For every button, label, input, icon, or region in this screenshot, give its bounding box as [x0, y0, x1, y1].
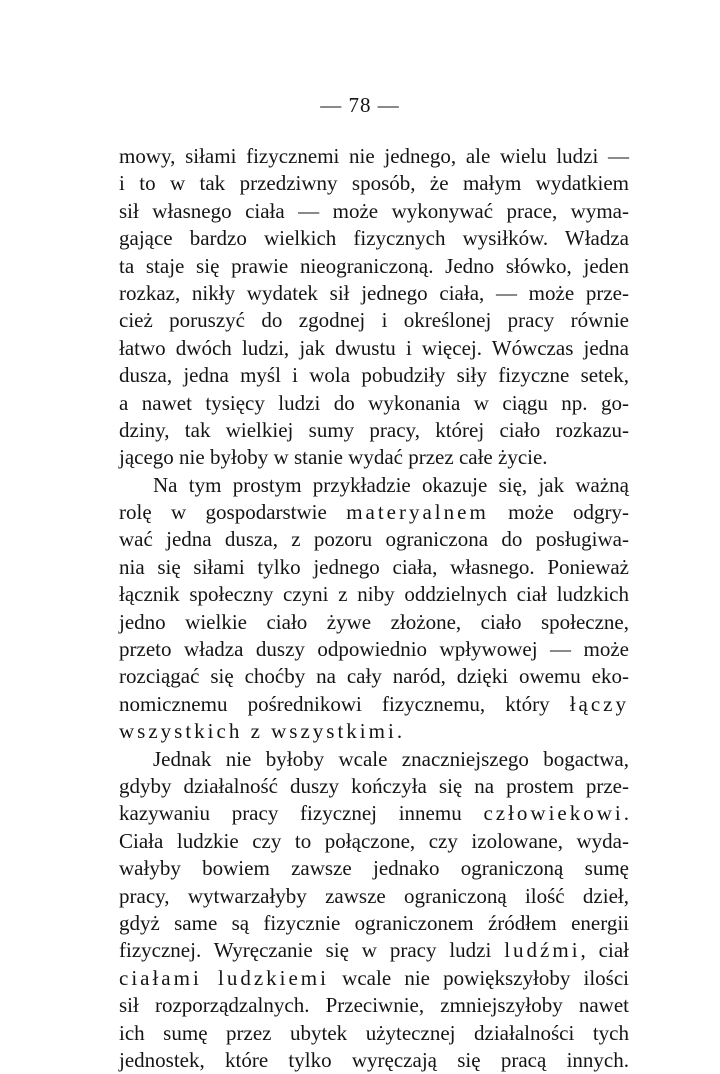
text-line: łącznik społeczny czyni z niby oddzielnych ciał ludzkich — [119, 582, 629, 607]
text-line: gające bardzo wielkich fizycznych wysiłków. Władza — [119, 226, 629, 251]
text-line: ta staje się prawie nieograniczoną. Jedno słówko, jeden — [119, 253, 629, 278]
spaced-emphasis: ciałami ludzkiemi — [119, 965, 329, 990]
text-line: rozciągać się choćby na cały naród, dzięki owemu eko- — [119, 664, 629, 689]
spaced-emphasis: łączy — [569, 691, 629, 716]
text-line: sił własnego ciała — może wykonywać prace, wyma- — [119, 198, 629, 223]
text-line: wałyby bowiem zawsze jednako ograniczoną sumę — [119, 856, 629, 881]
body-text — [119, 143, 629, 1074]
spaced-emphasis: wszystkich z wszystkimi — [119, 719, 397, 744]
text-run: wcale nie powiększyłoby ilości — [328, 965, 630, 990]
spaced-emphasis: człowiekowi — [483, 801, 624, 826]
text-run: rolę w gospodarstwie — [119, 500, 347, 525]
page-number: — 78 — — [320, 93, 400, 117]
text-line — [119, 965, 629, 992]
text-line: dziny, tak wielkiej sumy pracy, której ciało rozkazu- — [119, 417, 629, 442]
text-line: a nawet tysięcy ludzi do wykonania w ciągu np. go- — [119, 390, 629, 415]
text-line: jącego nie byłoby w stanie wydać przez całe życie. — [119, 445, 548, 470]
text-line: Jednak nie byłoby wcale znaczniejszego bogactwa, — [153, 746, 629, 771]
text-line: ich sumę przez ubytek użytecznej działalności tych — [119, 1020, 629, 1045]
text-line: sił rozporządzalnych. Przeciwnie, zmniejszyłoby nawet — [119, 993, 629, 1018]
text-line: gdyż same są fizycznie ograniczonem źródłem energii — [119, 910, 629, 935]
text-run: może odgry- — [488, 500, 629, 525]
text-line — [119, 718, 629, 745]
text-line: i to w tak przedziwny sposób, że małym wydatkiem — [119, 171, 629, 196]
text-line: dusza, jedna myśl i wola pobudziły siły fizyczne setek, — [119, 363, 629, 388]
text-line: jedno wielkie ciało żywe złożone, ciało społeczne, — [119, 609, 629, 634]
text-run: , ciał — [580, 938, 629, 963]
text-run: kazywaniu pracy fizycznej innemu — [119, 801, 484, 826]
text-run: Na tym prostym przykładzie okazuje się, jak ważną — [153, 472, 629, 497]
text-line — [119, 691, 629, 718]
text-run: . — [623, 801, 629, 826]
text-run: . — [396, 719, 403, 744]
text-line: przeto władza duszy odpowiednio wpływowej — może — [119, 637, 629, 662]
text-line — [119, 472, 629, 499]
text-line: rozkaz, nikły wydatek sił jednego ciała, — może prze- — [119, 280, 629, 305]
spaced-emphasis: materyalnem — [346, 500, 489, 525]
text-line: Ciała ludzkie czy to połączone, czy izolowane, wyda- — [119, 828, 629, 853]
spaced-emphasis: ludźmi — [504, 938, 581, 963]
text-line — [119, 800, 629, 827]
text-line: mowy, siłami fizycznemi nie jednego, ale wielu ludzi — — [119, 144, 629, 168]
text-line: gdyby działalność duszy kończyła się na prostem prze- — [119, 773, 629, 798]
text-run: nomicznemu pośrednikowi fizycznemu, który — [119, 691, 570, 716]
text-line — [119, 937, 629, 964]
text-run: fizycznej. Wyręczanie się w pracy ludzi — [119, 938, 505, 963]
text-line: łatwo dwóch ludzi, jak dwustu i więcej. Wówczas jedna — [119, 335, 629, 360]
text-line: jednostek, które tylko wyręczają się pracą innych. — [119, 1047, 629, 1072]
text-line: wać jedna dusza, z pozoru ograniczona do posługiwa- — [119, 527, 629, 552]
text-line — [119, 499, 629, 526]
text-line: cież poruszyć do zgodnej i określonej pracy równie — [119, 308, 629, 333]
text-line: nia się siłami tylko jednego ciała, własnego. Ponieważ — [119, 554, 629, 579]
text-line: pracy, wytwarzałyby zawsze ograniczoną ilość dzieł, — [119, 883, 629, 908]
